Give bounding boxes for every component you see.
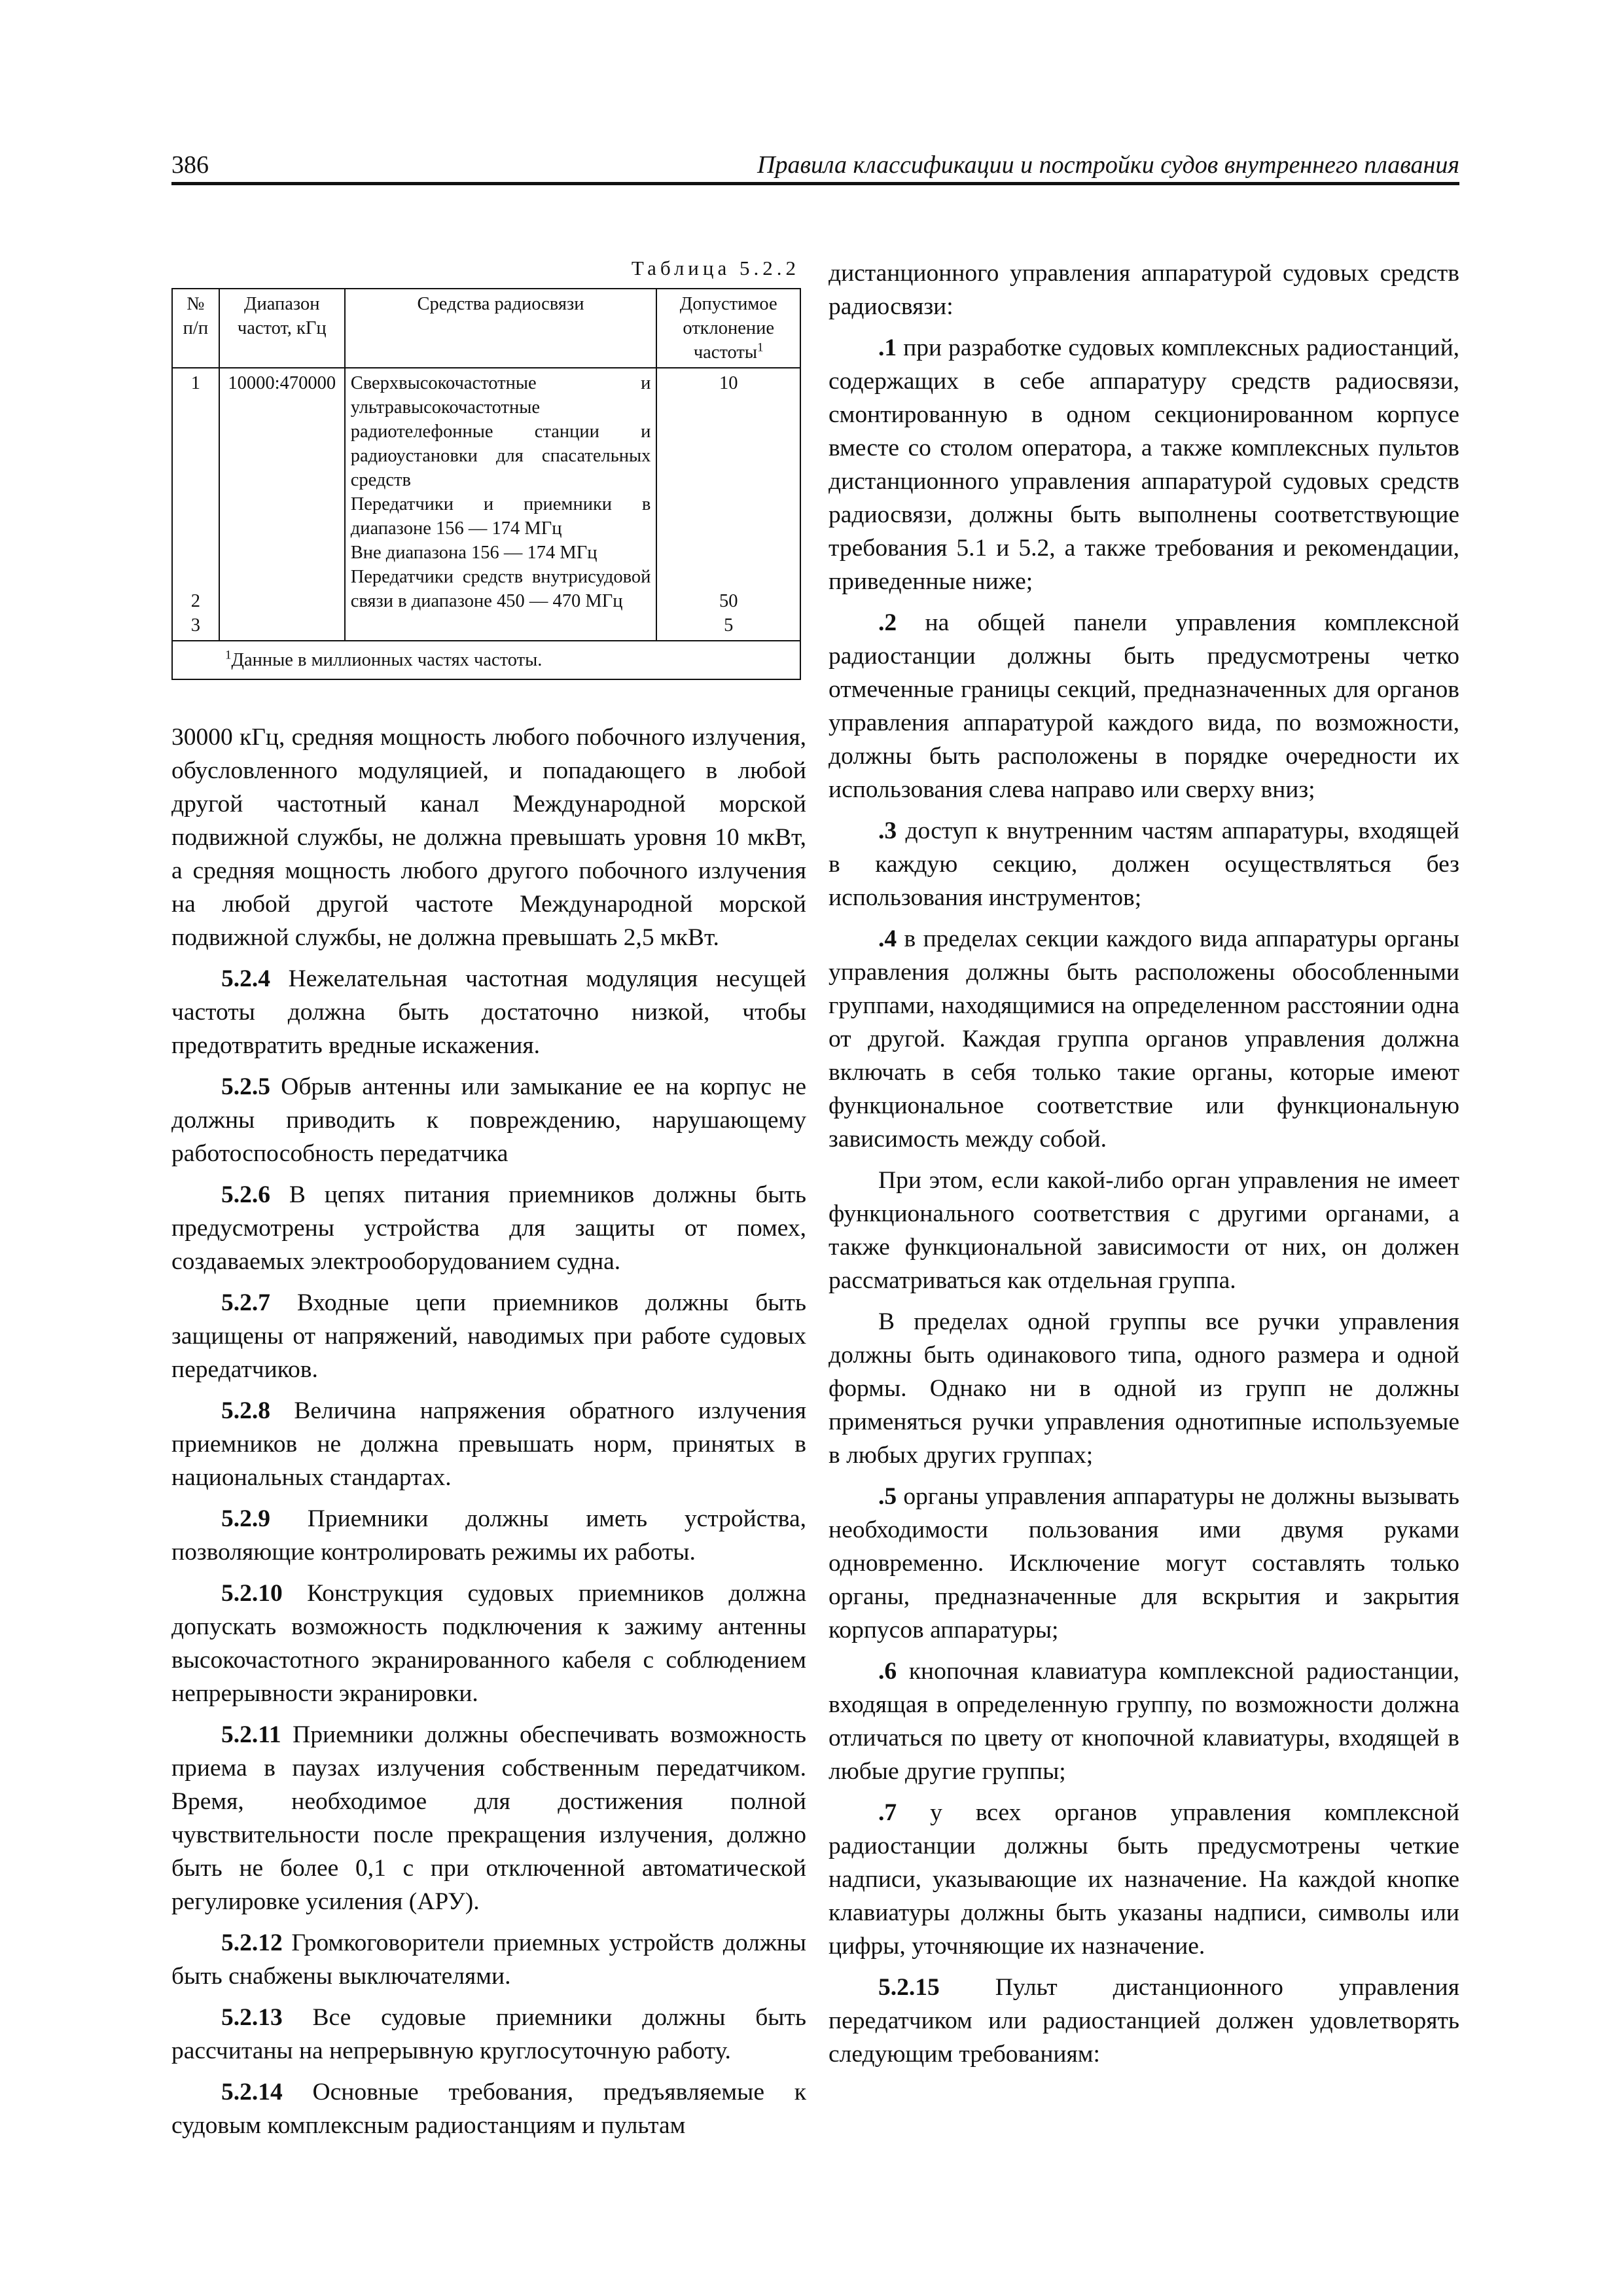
paragraph-5-2-10 xyxy=(171,1577,806,1710)
clause-number: 5.2.10 xyxy=(221,1580,283,1607)
paragraph-5-2-8 xyxy=(171,1394,806,1494)
frequency-tolerance-table xyxy=(171,288,801,680)
row-means xyxy=(345,368,657,641)
item-2 xyxy=(829,606,1459,806)
clause-number: 5.2.11 xyxy=(221,1721,281,1748)
paragraph xyxy=(829,1164,1459,1297)
item-number: .6 xyxy=(878,1658,897,1685)
table-5-2-2 xyxy=(171,257,806,680)
paragraph-text: Приемники должны иметь устройства, позволяющие контролировать режимы их работы. xyxy=(171,1505,806,1566)
clause-number: 5.2.5 xyxy=(221,1073,270,1100)
paragraph-text: у всех органов управления комплексной радиостанции должны быть предусмотрены четкие надписи, указывающие их назначение. На каждой кнопке клавиатуры должны быть указаны надписи, символы или цифры, уточняющие их назначение. xyxy=(829,1799,1460,1960)
paragraph-5-2-6 xyxy=(171,1178,806,1278)
paragraph-text: в пределах секции каждого вида аппаратуры органы управления должны быть расположены обособленными группами, находящимися на определенном расстоянии одна от другой. Каждая группа органов управления должна включать в себя только такие органы, которые имеют функциональное соответствие или функциональную зависимость между собой. xyxy=(829,925,1459,1153)
paragraph-text: Конструкция судовых приемников должна допускать возможность подключения к зажиму антенны высокочастотного экранированного кабеля с соблюдением непрерывности экранировки. xyxy=(171,1580,807,1707)
paragraph-text: Все судовые приемники должны быть рассчитаны на непрерывную круглосуточную работу. xyxy=(171,2004,806,2064)
row-tolerance: 10 xyxy=(719,373,738,393)
header-range: Диапазон частот, кГц xyxy=(219,289,345,368)
item-3 xyxy=(829,814,1459,914)
paragraph xyxy=(829,1305,1459,1472)
item-number: .7 xyxy=(878,1799,897,1826)
paragraph-5-2-9 xyxy=(171,1502,806,1569)
paragraph-text: Входные цепи приемников должны быть защищены от напряжений, наводимых при работе судовых передатчиков. xyxy=(171,1289,806,1383)
row-spacer xyxy=(178,395,213,589)
paragraph-text: В цепях питания приемников должны быть предусмотрены устройства для защиты от помех, создаваемых электрооборудованием судна. xyxy=(171,1181,806,1275)
paragraph-5-2-11 xyxy=(171,1718,806,1918)
item-number: .3 xyxy=(878,817,897,844)
item-number: .4 xyxy=(878,925,897,952)
item-6 xyxy=(829,1655,1459,1788)
footnote-marker: 1 xyxy=(225,648,232,662)
paragraph-text: Пульт дистанционного управления передатчиком или радиостанцией должен удовлетворять следующим требованиям: xyxy=(829,1974,1459,2068)
paragraph-5-2-4 xyxy=(171,962,806,1062)
paragraph-text: Нежелательная частотная модуляция несущей частоты должна быть достаточно низкой, чтобы предотвратить вредные искажения. xyxy=(171,965,806,1059)
paragraph-text: Основные требования, предъявляемые к судовым комплексным радиостанциям и пультам xyxy=(171,2079,807,2139)
clause-number: 5.2.13 xyxy=(221,2004,283,2031)
item-number: .5 xyxy=(878,1483,897,1510)
row-range xyxy=(219,368,345,641)
row-tolerance: 5 xyxy=(724,615,734,636)
paragraph xyxy=(171,721,806,954)
paragraph-text: кнопочная клавиатура комплексной радиостанции, входящая в определенную группу, по возможности должна отличаться по цвету от кнопочной клавиатуры, входящей в любые другие группы; xyxy=(829,1658,1460,1785)
item-7 xyxy=(829,1796,1459,1963)
paragraph-text: Громкоговорители приемных устройств должны быть снабжены выключателями. xyxy=(171,1929,806,1990)
row-spacer xyxy=(662,395,794,589)
item-4 xyxy=(829,922,1459,1156)
clause-number: 5.2.9 xyxy=(221,1505,270,1532)
item-number: .1 xyxy=(878,334,897,361)
row-tolerance: 50 xyxy=(719,591,738,611)
paragraph-text: доступ к внутренним частям аппаратуры, входящей в каждую секцию, должен осуществляться без использования инструментов; xyxy=(829,817,1459,911)
clause-number: 5.2.4 xyxy=(221,965,270,992)
row-num: 3 xyxy=(190,615,201,636)
page-number: 386 xyxy=(171,151,209,179)
paragraph-text: При этом, если какой-либо орган управления не имеет функционального соответствия с другими органами, а также функциональной зависимости от них, он должен рассматриваться как отдельная группа. xyxy=(829,1167,1459,1294)
paragraph-text: В пределах одной группы все ручки управления должны быть одинакового типа, одного размера и одной формы. Однако ни в одной из групп не должны применяться ручки управления однотипные используемые в любых других группах; xyxy=(829,1308,1459,1469)
clause-number: 5.2.7 xyxy=(221,1289,270,1316)
row-means-text: Сверхвысокочастотные и ультравысокочастотные радиотелефонные станции и радиоустановки для спасательных средств xyxy=(350,373,651,490)
clause-number: 5.2.14 xyxy=(221,2079,283,2106)
row-tolerances xyxy=(656,368,800,641)
header-num: № п/п xyxy=(172,289,219,368)
paragraph-text: на общей панели управления комплексной радиостанции должны быть предусмотрены четко отмеченные границы секций, предназначенных для органов управления аппаратурой каждого вида, по возможности, должны быть расположены в порядке очередности их использования слева направо или сверху вниз; xyxy=(829,609,1459,803)
row-num: 2 xyxy=(190,591,201,611)
row-means-text: Вне диапазона 156 — 174 МГц xyxy=(350,543,597,563)
footnote-marker: 1 xyxy=(757,340,764,355)
left-column xyxy=(171,257,806,2150)
paragraph-5-2-5 xyxy=(171,1070,806,1170)
table-footnote xyxy=(172,641,800,679)
item-number: .2 xyxy=(878,609,897,636)
header-tolerance-label: Допустимое отклонение частоты xyxy=(679,294,777,363)
paragraph-text: Величина напряжения обратного излучения приемников не должна превышать норм, принятых в национальных стандартах. xyxy=(171,1397,807,1491)
paragraph-text: Обрыв антенны или замыкание ее на корпус не должны приводить к повреждению, нарушающему работоспособность передатчика xyxy=(171,1073,806,1167)
footnote-text: Данные в миллионных частях частоты. xyxy=(231,650,543,670)
paragraph-text: 30000 кГц, средняя мощность любого побочного излучения, обусловленного модуляцией, и попадающего в любой другой частотный канал Международной морской подвижной службы, не должна превышать уровня 10 мкВт, а средняя мощность любого другого побочного излучения на любой другой частоте Международной морской подвижной службы, не должна превышать 2,5 мкВт. xyxy=(171,724,806,951)
running-title: Правила классификации и постройки судов внутреннего плавания xyxy=(757,151,1459,179)
header-means: Средства радиосвязи xyxy=(345,289,657,368)
row-means-text: Передатчики средств внутрисудовой связи в диапазоне 450 — 470 МГц xyxy=(350,567,651,611)
paragraph-text: дистанционного управления аппаратурой судовых средств радиосвязи: xyxy=(829,260,1459,320)
paragraph-text: при разработке судовых комплексных радиостанций, содержащих в себе аппаратуру средств радиосвязи, смонтированную в одном секционированном корпусе вместе со столом оператора, а также комплексных пультов дистанционного управления аппаратурой судовых средств радиосвязи, должны быть выполнены соответствующие требования 5.1 и 5.2, а также требования и рекомендации, приведенные ниже; xyxy=(829,334,1460,595)
paragraph-5-2-7 xyxy=(171,1286,806,1386)
clause-number: 5.2.12 xyxy=(221,1929,283,1956)
paragraph-5-2-12 xyxy=(171,1926,806,1993)
row-means-text: Передатчики и приемники в диапазоне 156 — 174 МГц xyxy=(350,494,651,539)
table-footnote-row xyxy=(172,641,800,679)
table-row xyxy=(172,368,800,641)
item-1 xyxy=(829,331,1459,598)
table-caption: Таблица 5.2.2 xyxy=(631,257,800,279)
right-column xyxy=(829,257,1459,2079)
paragraph xyxy=(829,257,1459,323)
paragraph-5-2-13 xyxy=(171,2001,806,2068)
table-header-row xyxy=(172,289,800,368)
page-header xyxy=(171,145,1459,185)
row-range-value: 10000:470000 xyxy=(228,373,336,393)
item-5 xyxy=(829,1480,1459,1647)
row-num: 1 xyxy=(190,373,201,393)
clause-number: 5.2.15 xyxy=(878,1974,940,2001)
paragraph-text: Приемники должны обеспечивать возможность приема в паузах излучения собственным передатчиком. Время, необходимое для достижения полной чувствительности после прекращения излучения, должно быть не более 0,1 с при отключенной автоматической регулировке усиления (АРУ). xyxy=(171,1721,806,1915)
row-numbers xyxy=(172,368,219,641)
paragraph-5-2-15 xyxy=(829,1971,1459,2071)
clause-number: 5.2.6 xyxy=(221,1181,270,1208)
paragraph-text: органы управления аппаратуры не должны вызывать необходимости пользования ими двумя руками одновременно. Исключение могут составлять только органы, предназначенные для вскрытия и закрытия корпусов аппаратуры; xyxy=(829,1483,1460,1643)
header-tolerance xyxy=(656,289,800,368)
clause-number: 5.2.8 xyxy=(221,1397,270,1424)
paragraph-5-2-14 xyxy=(171,2075,806,2142)
